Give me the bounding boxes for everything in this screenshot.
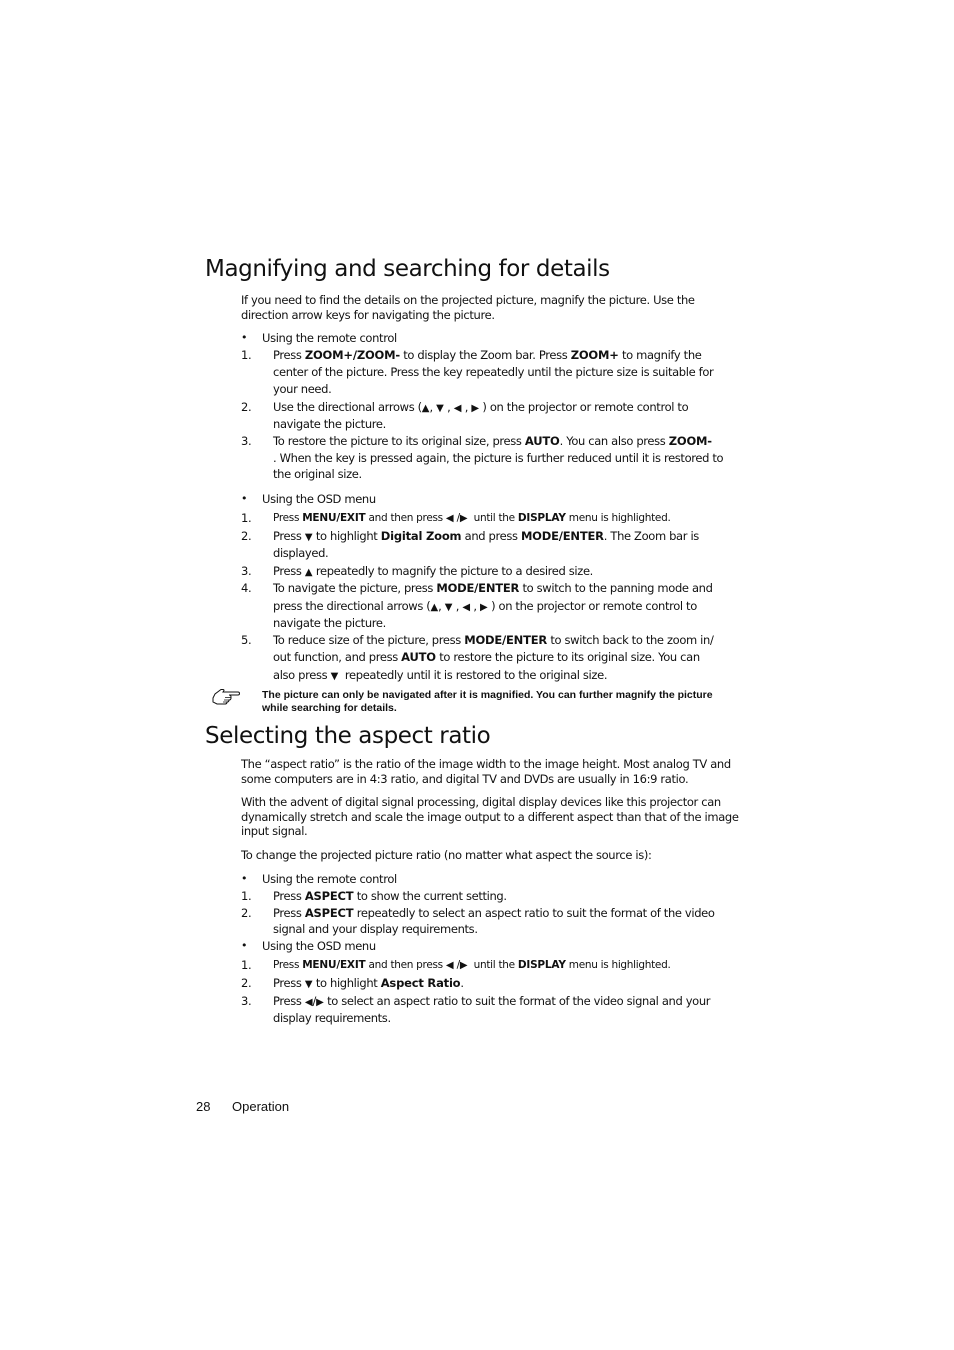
bullet: • xyxy=(241,872,248,885)
step-number: 1. xyxy=(241,889,252,903)
arrow-left-icon: ◀ xyxy=(445,960,454,971)
step-number: 2. xyxy=(241,976,252,990)
arrow-left-icon: ◀ xyxy=(462,602,471,613)
step-number: 1. xyxy=(241,958,252,972)
remote-step-3-line3: the original size. xyxy=(273,467,362,481)
aspect-remote-step-2: Press ASPECT repeatedly to select an aspect ratio to suit the format of the video xyxy=(273,906,715,920)
step-number: 2. xyxy=(241,906,252,920)
osd-step-4: To navigate the picture, press MODE/ENTER to switch to the panning mode and xyxy=(273,581,713,595)
remote-step-3: To restore the picture to its original size, press AUTO. You can also press ZOOM- xyxy=(273,434,712,448)
osd-menu-header: Using the OSD menu xyxy=(262,492,376,506)
aspect-remote-header: Using the remote control xyxy=(262,872,397,886)
arrow-right-icon: ▶ xyxy=(480,602,488,613)
aspect-paragraph-3: To change the projected picture ratio (no matter what aspect the source is): xyxy=(241,848,652,862)
osd-step-1: Press MENU/EXIT and then press ◀ /▶ until the DISPLAY menu is highlighted. xyxy=(273,512,671,524)
step-number: 2. xyxy=(241,400,252,414)
arrow-up-icon: ▲ xyxy=(430,602,439,613)
section-title-magnifying: Magnifying and searching for details xyxy=(205,256,610,282)
bullet: • xyxy=(241,939,248,952)
pointing-hand-icon xyxy=(212,689,240,705)
arrow-down-icon: ▼ xyxy=(330,671,339,682)
step-number: 3. xyxy=(241,994,252,1008)
arrow-down-icon: ▼ xyxy=(444,602,453,613)
aspect-osd-step-2: Press ▼ to highlight Aspect Ratio. xyxy=(273,976,464,990)
arrow-up-icon: ▲ xyxy=(421,403,430,414)
arrow-left-icon: ◀ xyxy=(445,513,454,524)
intro-paragraph: If you need to find the details on the projected picture, magnify the picture. Use the direction arrow keys for navigating the picture. xyxy=(241,293,695,322)
page-number: 28 xyxy=(196,1099,211,1114)
bullet: • xyxy=(241,331,248,344)
aspect-paragraph-2: With the advent of digital signal processing, digital display devices like this projector can dynamically stretch and scale the image output to a different aspect than that of the image input signal. xyxy=(241,795,739,838)
arrow-up-icon: ▲ xyxy=(304,567,313,578)
aspect-osd-header: Using the OSD menu xyxy=(262,939,376,953)
arrow-right-icon: ▶ xyxy=(459,513,468,524)
step-number: 3. xyxy=(241,434,252,448)
arrow-left-icon: ◀ xyxy=(453,403,462,414)
arrow-right-icon: ▶ xyxy=(316,997,324,1008)
osd-step-3: Press ▲ repeatedly to magnify the picture to a desired size. xyxy=(273,564,593,578)
step-number: 2. xyxy=(241,529,252,543)
step-number: 1. xyxy=(241,511,252,525)
section-title-aspect-ratio: Selecting the aspect ratio xyxy=(205,723,491,749)
remote-step-2: Use the directional arrows (▲, ▼ , ◀ , ▶ ) on the projector or remote control to xyxy=(273,400,689,414)
remote-step-1-line3: your need. xyxy=(273,382,332,396)
aspect-osd-step-3-line2: display requirements. xyxy=(273,1011,391,1025)
arrow-right-icon: ▶ xyxy=(459,960,468,971)
aspect-osd-step-3: Press ◀/▶ to select an aspect ratio to suit the format of the video signal and your xyxy=(273,994,711,1008)
remote-step-2-line2: navigate the picture. xyxy=(273,417,386,431)
aspect-paragraph-1: The “aspect ratio” is the ratio of the image width to the image height. Most analog TV and some computers are in 4:3 ratio, and digital TV and DVDs are usually in 16:9 ratio. xyxy=(241,757,731,786)
arrow-right-icon: ▶ xyxy=(471,403,480,414)
arrow-down-icon: ▼ xyxy=(436,403,444,414)
step-number: 4. xyxy=(241,581,252,595)
osd-step-5-line3: also press ▼ repeatedly until it is restored to the original size. xyxy=(273,668,608,682)
aspect-remote-step-1: Press ASPECT to show the current setting. xyxy=(273,889,507,903)
aspect-remote-step-2-line2: signal and your display requirements. xyxy=(273,922,478,936)
remote-step-1: Press ZOOM+/ZOOM- to display the Zoom bar. Press ZOOM+ to magnify the xyxy=(273,348,702,362)
footer-section-name: Operation xyxy=(232,1099,290,1114)
arrow-down-icon: ▼ xyxy=(304,532,313,543)
remote-control-header: Using the remote control xyxy=(262,331,397,345)
remote-step-3-line2: . When the key is pressed again, the picture is further reduced until it is restored to xyxy=(273,451,724,465)
step-number: 5. xyxy=(241,633,252,647)
osd-step-5-line2: out function, and press AUTO to restore the picture to its original size. You can xyxy=(273,650,700,664)
arrow-left-icon: ◀ xyxy=(304,997,313,1008)
arrow-down-icon: ▼ xyxy=(304,979,313,990)
step-number: 3. xyxy=(241,564,252,578)
step-number: 1. xyxy=(241,348,252,362)
osd-step-4-line2: press the directional arrows (▲, ▼ , ◀ , ▶ ) on the projector or remote control to xyxy=(273,599,697,613)
bullet: • xyxy=(241,492,248,505)
aspect-osd-step-1: Press MENU/EXIT and then press ◀ /▶ until the DISPLAY menu is highlighted. xyxy=(273,959,671,971)
osd-step-2: Press ▼ to highlight Digital Zoom and press MODE/ENTER. The Zoom bar is xyxy=(273,529,699,543)
osd-step-2-line2: displayed. xyxy=(273,546,329,560)
osd-step-4-line3: navigate the picture. xyxy=(273,616,386,630)
osd-step-5: To reduce size of the picture, press MODE/ENTER to switch back to the zoom in/ xyxy=(273,633,714,647)
remote-step-1-line2: center of the picture. Press the key repeatedly until the picture size is suitable for xyxy=(273,365,714,379)
note-text: The picture can only be navigated after it is magnified. You can further magnify the picture while searching for details. xyxy=(262,689,713,714)
